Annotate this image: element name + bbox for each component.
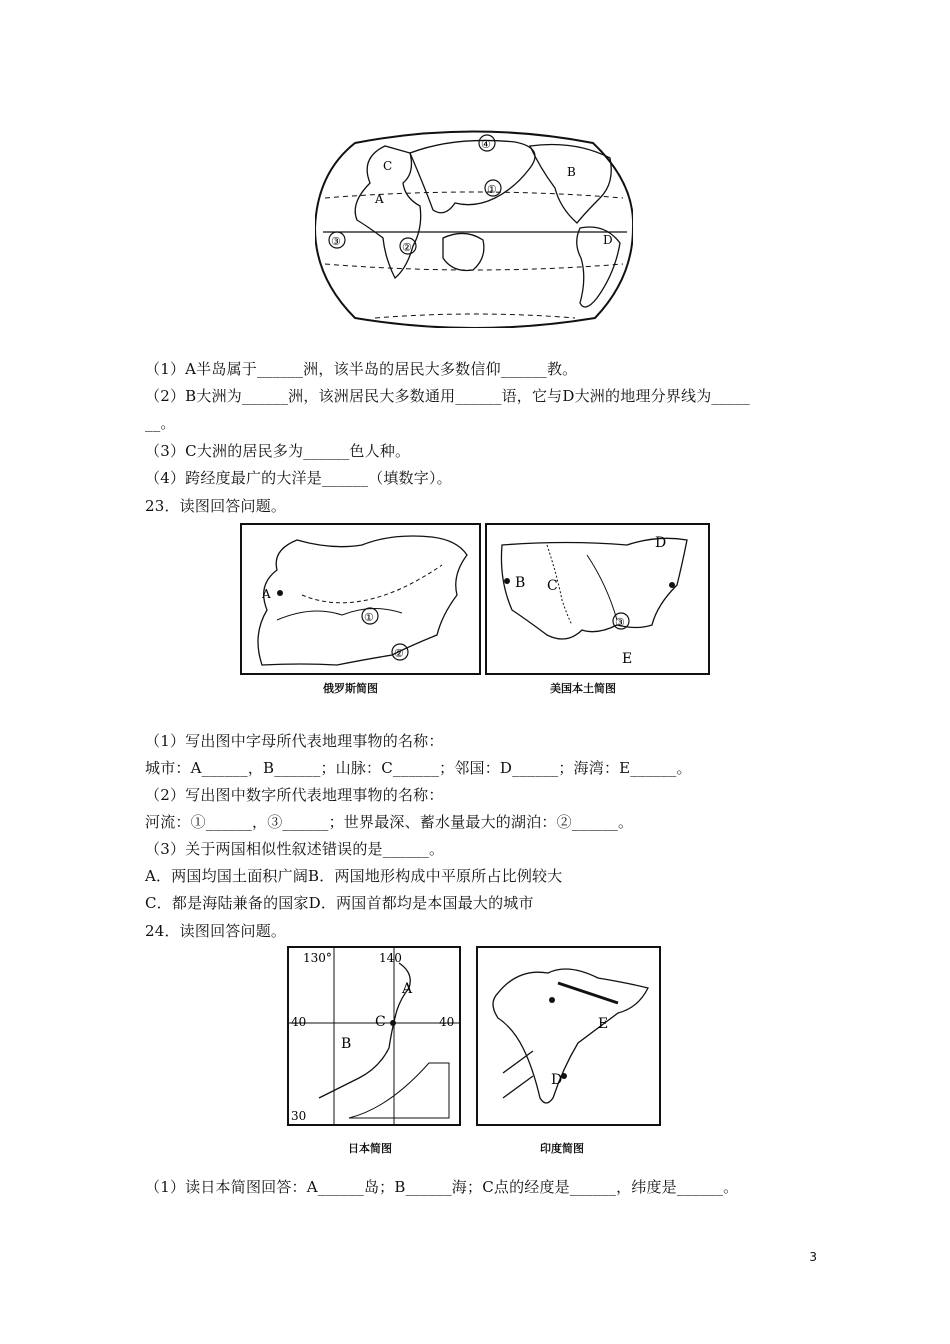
- usa-map: [485, 523, 710, 675]
- japan-label-140: 140: [379, 951, 402, 965]
- q23-line-5: （3）关于两国相似性叙述错误的是______。: [145, 840, 445, 858]
- q23-line-4: 河流：①______，③______；世界最深、蓄水量最大的湖泊：②______。: [145, 813, 634, 831]
- japan-map: [287, 946, 461, 1126]
- q22-line-2: （2）B大洲为______洲，该洲居民大多数通用______语，它与D大洲的地理分界线为_____: [145, 387, 750, 405]
- usa-caption: 美国本土简图: [550, 682, 616, 695]
- usa-label-e: E: [622, 651, 633, 667]
- q23-line-7: C．都是海陆兼备的国家D．两国首都均是本国最大的城市: [145, 894, 534, 912]
- russia-label-1: ①: [364, 611, 374, 624]
- india-label-d: D: [551, 1072, 563, 1088]
- world-map: [315, 128, 633, 328]
- usa-label-c: C: [547, 578, 558, 594]
- india-map: [476, 946, 661, 1126]
- japan-label-40-right: 40: [439, 1015, 455, 1029]
- japan-label-a: A: [402, 981, 413, 997]
- q23-line-3: （2）写出图中数字所代表地理事物的名称：: [145, 786, 444, 804]
- q23-line-2: 城市：A______，B______；山脉：C______；邻国：D______；海湾：E______。: [145, 759, 692, 777]
- india-label-e: E: [598, 1016, 609, 1032]
- japan-caption: 日本简图: [348, 1142, 392, 1155]
- q22-line-4: （3）C大洲的居民多为______色人种。: [145, 442, 411, 460]
- japan-label-130: 130°: [303, 951, 332, 965]
- q22-line-1: （1）A半岛属于______洲，该半岛的居民大多数信仰______教。: [145, 360, 578, 378]
- japan-label-c: C: [375, 1014, 386, 1030]
- page-number: 3: [809, 1250, 817, 1264]
- world-label-a: A: [375, 192, 384, 206]
- japan-label-40-left: 40: [291, 1015, 307, 1029]
- japan-label-b: B: [341, 1036, 352, 1052]
- world-label-b: B: [567, 165, 576, 179]
- india-caption: 印度简图: [540, 1142, 584, 1155]
- russia-map: [240, 523, 481, 675]
- world-label-2: ②: [402, 241, 412, 254]
- usa-label-d: D: [655, 535, 667, 551]
- world-label-4: ④: [481, 138, 491, 151]
- q23-title: 23．读图回答问题。: [145, 497, 287, 515]
- q24-line-1: （1）读日本简图回答：A______岛；B______海；C点的经度是______，纬度是______。: [145, 1178, 739, 1196]
- world-label-1: ①: [487, 183, 497, 196]
- japan-label-30: 30: [291, 1109, 307, 1123]
- q22-line-5: （4）跨经度最广的大洋是______（填数字）。: [145, 469, 452, 487]
- usa-label-3: ③: [615, 616, 625, 629]
- q22-line-3: __。: [145, 414, 176, 432]
- q23-line-6: A．两国均国土面积广阔B．两国地形构成中平原所占比例较大: [145, 867, 563, 885]
- russia-caption: 俄罗斯简图: [323, 682, 378, 695]
- q24-title: 24．读图回答问题。: [145, 922, 287, 940]
- russia-label-2: ②: [394, 647, 404, 660]
- world-label-c: C: [383, 159, 393, 173]
- russia-label-a: A: [262, 587, 271, 601]
- world-label-3: ③: [331, 235, 341, 248]
- q23-line-1: （1）写出图中字母所代表地理事物的名称：: [145, 732, 444, 750]
- usa-label-b: B: [515, 575, 526, 591]
- world-label-d: D: [603, 233, 613, 247]
